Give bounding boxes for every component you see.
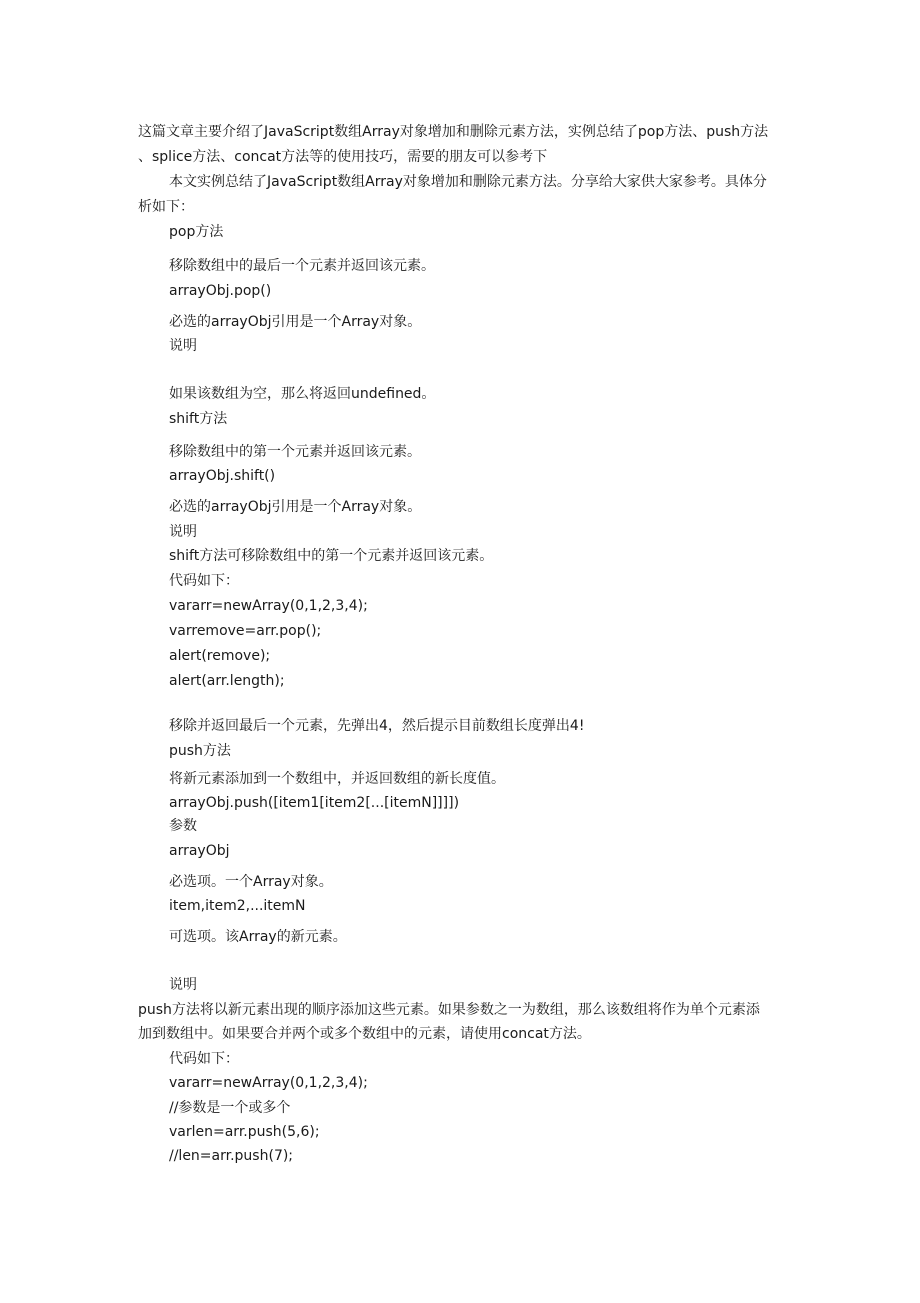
shift-heading: shift方法 (169, 411, 228, 427)
param-name: item,item2,...itemN (169, 898, 306, 914)
shift-required: 必选的arrayObj引用是一个Array对象。 (169, 499, 422, 515)
pop-syntax: arrayObj.pop() (169, 283, 272, 299)
summary-line-1: 这篇文章主要介绍了JavaScript数组Array对象增加和删除元素方法，实例总结了pop方法、push方法 (138, 124, 769, 140)
summary-line-2: 、splice方法、concat方法等的使用技巧，需要的朋友可以参考下 (138, 149, 548, 165)
pop-heading: pop方法 (169, 224, 224, 240)
code-line: varlen=arr.push(5,6); (169, 1124, 320, 1140)
pop-required: 必选的arrayObj引用是一个Array对象。 (169, 314, 422, 330)
push-note-label: 说明 (169, 977, 197, 993)
shift-syntax: arrayObj.shift() (169, 468, 276, 484)
push-heading: push方法 (169, 743, 231, 759)
intro-line-2: 析如下： (138, 199, 194, 215)
shift-description: 移除数组中的第一个元素并返回该元素。 (169, 444, 421, 460)
code-line: vararr=newArray(0,1,2,3,4); (169, 1075, 368, 1091)
shift-note-label: 说明 (169, 524, 197, 540)
pop-note: 如果该数组为空，那么将返回undefined。 (169, 386, 436, 402)
push-note-line-1: push方法将以新元素出现的顺序添加这些元素。如果参数之一为数组，那么该数组将作为单个元素添 (138, 1002, 760, 1018)
pop-note-label: 说明 (169, 338, 197, 354)
code-line: alert(remove); (169, 648, 271, 664)
push-note-line-2: 加到数组中。如果要合并两个或多个数组中的元素，请使用concat方法。 (138, 1026, 591, 1042)
code-line: alert(arr.length); (169, 673, 285, 689)
intro-line-1: 本文实例总结了JavaScript数组Array对象增加和删除元素方法。分享给大家供大家参考。具体分 (169, 174, 767, 190)
push-description: 将新元素添加到一个数组中，并返回数组的新长度值。 (169, 771, 505, 787)
pop-description: 移除数组中的最后一个元素并返回该元素。 (169, 258, 435, 274)
shift-code-label: 代码如下： (169, 573, 239, 589)
code-line: vararr=newArray(0,1,2,3,4); (169, 598, 368, 614)
push-syntax: arrayObj.push([item1[item2[...[itemN]]]]) (169, 795, 460, 811)
param-description: 必选项。一个Array对象。 (169, 874, 333, 890)
code-comment: //len=arr.push(7); (169, 1148, 294, 1164)
shift-note: shift方法可移除数组中的第一个元素并返回该元素。 (169, 548, 494, 564)
code-comment: //参数是一个或多个 (169, 1100, 291, 1116)
code-line: varremove=arr.pop(); (169, 623, 322, 639)
shift-result: 移除并返回最后一个元素，先弹出4，然后提示目前数组长度弹出4! (169, 718, 585, 734)
param-name: arrayObj (169, 843, 230, 859)
push-code-label: 代码如下： (169, 1051, 239, 1067)
push-params-label: 参数 (169, 818, 197, 834)
param-description: 可选项。该Array的新元素。 (169, 929, 347, 945)
